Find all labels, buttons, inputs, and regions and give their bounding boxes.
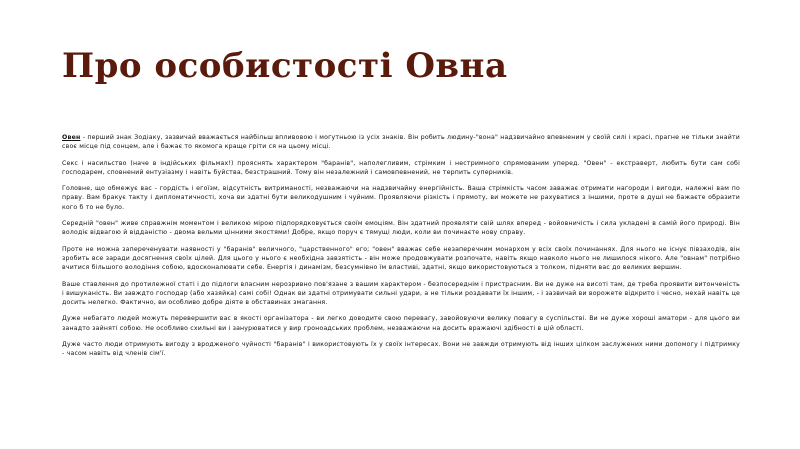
term-aries: Овен [62,134,81,141]
paragraph [62,245,740,273]
paragraph-text: - перший знак Зодіаку, зазвичай вважається найбільш впливовою і могутньою із усіх знаків. Він робить людину-"вона" надзвичайно впевненим у своїй силі і красі, прагне не тільки знайти своє місце під сонцем, але і бажає то якомога краще гріти ся на цьому місці. [62,134,740,151]
paragraph-text: Середній "овен" живе справжнім моментом і великою мірою підпорядковується своїм емоціям. Він здатний проявляти свій шлях вперед - войовничість і сила укладені в самій його природі. Він володіє відвагою й відданістю - двома вельми цінними якостями! Добре, якщо поруч є тямущі люди, коли ви починаєте нову справу. [62,220,740,237]
paragraph [62,184,740,212]
paragraph [62,314,740,333]
paragraph-text: Проте не можна запереченувати наявності у "баранів" величного, "царственного" его; "овен" вважає себе незаперечним монархом у всіх своїх починаннях. Для нього не існує півзаходів, він зробить все заради досягнення своїх цілей. Для цього у нього є необхідна завзятість - він може продовжувати розпочате, навіть якщо навколо нього не лишилося нікого. Але "овнам" потрібно вчитися більшого володіння собою, вдосконалювати себе. Енергія і динамізм, безсумнівно їм властиві, здатні, якщо використовуються з толком, підняти вас до великих вершин. [62,245,740,272]
paragraph [62,280,740,308]
text-body [62,133,740,366]
page-title: Про особистості Овна [62,46,508,86]
paragraph-text: Головне, що обмежує вас - гордість і егоїзм, відсутність витриманості, незважаючи на надзвичайну енергійність. Ваша стрімкість часом заважає отримати нагороди і вигоди, належні вам по праву. Вам бракує такту і дипломатичності, хоча ви здатні бути великодушним і чуйним. Проявляючи різкість і прямоту, ви можете не рахуватися з іншими, проте в душі не бажаєте образити кого б то не було. [62,185,740,211]
paragraph-text: Ваше ставлення до протилежної статі і до підлоги власним нерозривно пов'язане з вашим характером - безпосереднім і пристрасним. Ви не дуже на висоті там, де треба проявити витонченість і вишуканість. Ви завждто господар (або хазяйка) самі собі! Однак ви здатні отримувати сильні удари, а не тільки роздавати їх іншим, - і зазвичай ви ворожете відкрито і чесно, нехай навіть це досить нелегко. Фактично, ви особливо добре діяте в обставинах змагання. [62,280,740,307]
paragraph [62,219,740,238]
paragraph-text: Секс і насильство (наче в індійських фільмах!) прояснять характером "баранів", наполегливим, стрімким і нестримного спрямованим уперед. "Овен" - екстраверт, любить бути сам собі господарем, сповнений ентузіазму і навіть буйства, безстрашний. Тому він незалежний і самовпевнений, не терпить суперників. [62,159,740,176]
paragraph [62,159,740,178]
paragraph [62,133,740,152]
paragraph-text: Дуже часто люди отримують вигоду з вродженого чуйності "баранів" і використовують їх у своїх інтересах. Вони не завжди отримують від інших цілком заслужених ними допомогу і підтримку - часом навіть від членів сім'ї. [62,341,740,358]
paragraph [62,340,740,359]
paragraph-text: Дуже небагато людей можуть перевершити вас в якості організатора - ви легко доводите свою перевагу, завойовуючи велику повагу в суспільстві. Ви не дуже хороші аматори - для цього ви занадто зайняті собою. Не особливо схильні ви і занурюватися у вир гроноадських проблем, незважаючи на досить вражаючі здібності в цій області. [62,315,740,332]
